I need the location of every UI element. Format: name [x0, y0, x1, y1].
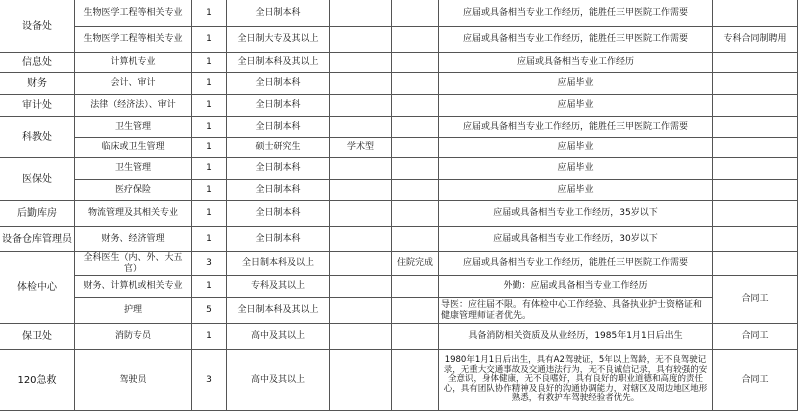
note-cell: 合同工 — [713, 324, 798, 350]
training-cell: 住院完成 — [392, 252, 439, 276]
dept-cell: 设备处 — [0, 0, 75, 53]
training-cell — [392, 0, 439, 27]
note-cell: 合同工 — [713, 350, 798, 411]
major-cell: 卫生管理 — [75, 158, 192, 180]
dept-cell: 科教处 — [0, 117, 75, 158]
training-cell — [392, 138, 439, 158]
requirement-cell: 应届或具备相当专业工作经历，35岁以下 — [439, 201, 713, 227]
count-cell: 1 — [192, 324, 227, 350]
training-cell — [392, 73, 439, 95]
training-cell — [392, 201, 439, 227]
note-cell: 合同工 — [713, 276, 798, 324]
dept-cell: 后勤库房 — [0, 201, 75, 227]
major-cell: 驾驶员 — [75, 350, 192, 411]
note-cell — [713, 95, 798, 117]
education-cell: 专科及其以上 — [227, 276, 330, 298]
training-cell — [392, 117, 439, 138]
requirement-cell: 应届或具备相当专业工作经历，能胜任三甲医院工作需要 — [439, 0, 713, 27]
note-cell — [713, 180, 798, 201]
count-cell: 1 — [192, 158, 227, 180]
count-cell: 1 — [192, 0, 227, 27]
requirement-cell: 应届或具备相当专业工作经历 — [439, 53, 713, 73]
count-cell: 1 — [192, 227, 227, 252]
degree-cell — [330, 201, 392, 227]
major-cell: 财务、计算机或相关专业 — [75, 276, 192, 298]
degree-cell — [330, 27, 392, 53]
training-cell — [392, 298, 439, 324]
dept-cell: 审计处 — [0, 95, 75, 117]
degree-cell — [330, 298, 392, 324]
requirement-cell: 应届毕业 — [439, 73, 713, 95]
count-cell: 1 — [192, 180, 227, 201]
note-cell — [713, 53, 798, 73]
degree-cell — [330, 350, 392, 411]
dept-cell: 体检中心 — [0, 252, 75, 324]
major-cell: 消防专员 — [75, 324, 192, 350]
count-cell: 5 — [192, 298, 227, 324]
dept-cell: 设备仓库管理员 — [0, 227, 75, 252]
education-cell: 硕士研究生 — [227, 138, 330, 158]
training-cell — [392, 180, 439, 201]
count-cell: 3 — [192, 252, 227, 276]
training-cell — [392, 324, 439, 350]
major-cell: 生物医学工程等相关专业 — [75, 27, 192, 53]
education-cell: 全日制本科 — [227, 158, 330, 180]
note-cell — [713, 158, 798, 180]
education-cell: 全日制大专及其以上 — [227, 27, 330, 53]
education-cell: 全日制本科 — [227, 227, 330, 252]
count-cell: 1 — [192, 53, 227, 73]
requirement-cell: 应届或具备相当专业工作经历，30岁以下 — [439, 227, 713, 252]
requirement-cell: 应届毕业 — [439, 138, 713, 158]
degree-cell — [330, 158, 392, 180]
dept-cell: 医保处 — [0, 158, 75, 201]
requirement-cell: 应届或具备相当专业工作经历，能胜任三甲医院工作需要 — [439, 117, 713, 138]
degree-cell — [330, 117, 392, 138]
count-cell: 1 — [192, 138, 227, 158]
degree-cell — [330, 324, 392, 350]
note-cell — [713, 227, 798, 252]
education-cell: 全日制本科及其以上 — [227, 298, 330, 324]
note-cell — [713, 138, 798, 158]
major-cell: 护理 — [75, 298, 192, 324]
education-cell: 全日制本科 — [227, 180, 330, 201]
education-cell: 高中及其以上 — [227, 350, 330, 411]
education-cell: 全日制本科 — [227, 73, 330, 95]
degree-cell — [330, 53, 392, 73]
training-cell — [392, 27, 439, 53]
count-cell: 3 — [192, 350, 227, 411]
education-cell: 全日制本科及以上 — [227, 252, 330, 276]
education-cell: 全日制本科 — [227, 95, 330, 117]
requirement-cell: 应届毕业 — [439, 180, 713, 201]
degree-cell — [330, 0, 392, 27]
requirement-cell: 应届毕业 — [439, 95, 713, 117]
count-cell: 1 — [192, 201, 227, 227]
count-cell: 1 — [192, 27, 227, 53]
training-cell — [392, 95, 439, 117]
education-cell: 全日制本科 — [227, 201, 330, 227]
degree-cell — [330, 227, 392, 252]
requirement-cell: 应届毕业 — [439, 158, 713, 180]
degree-cell — [330, 73, 392, 95]
major-cell: 临床或卫生管理 — [75, 138, 192, 158]
count-cell: 1 — [192, 73, 227, 95]
note-cell: 专科合同制聘用 — [713, 27, 798, 53]
requirement-cell: 具备消防相关资质及从业经历，1985年1月1日后出生 — [439, 324, 713, 350]
degree-cell: 学术型 — [330, 138, 392, 158]
training-cell — [392, 158, 439, 180]
note-cell — [713, 201, 798, 227]
note-cell — [713, 73, 798, 95]
major-cell: 法律（经济法）、审计 — [75, 95, 192, 117]
training-cell — [392, 53, 439, 73]
degree-cell — [330, 276, 392, 298]
count-cell: 1 — [192, 117, 227, 138]
major-cell: 会计、审计 — [75, 73, 192, 95]
count-cell: 1 — [192, 95, 227, 117]
degree-cell — [330, 95, 392, 117]
major-cell: 计算机专业 — [75, 53, 192, 73]
major-cell: 物流管理及其相关专业 — [75, 201, 192, 227]
education-cell: 全日制本科及其以上 — [227, 53, 330, 73]
education-cell: 高中及其以上 — [227, 324, 330, 350]
requirement-cell: 应届或具备相当专业工作经历，能胜任三甲医院工作需要 — [439, 27, 713, 53]
education-cell: 全日制本科 — [227, 117, 330, 138]
requirement-cell: 导医：应往届不限。有体检中心工作经验、具备执业护士资格证和健康管理师证者优先。 — [439, 298, 713, 324]
major-cell: 全科医生（内、外、大五官） — [75, 252, 192, 276]
dept-cell: 财务 — [0, 73, 75, 95]
degree-cell — [330, 180, 392, 201]
note-cell — [713, 0, 798, 27]
requirement-cell: 外勤：应届或具备相当专业工作经历 — [439, 276, 713, 298]
major-cell: 医疗保险 — [75, 180, 192, 201]
dept-cell: 信息处 — [0, 53, 75, 73]
major-cell: 财务、经济管理 — [75, 227, 192, 252]
major-cell: 卫生管理 — [75, 117, 192, 138]
major-cell: 生物医学工程等相关专业 — [75, 0, 192, 27]
requirement-cell: 1980年1月1日后出生，具有A2驾驶证，5年以上驾龄，无不良驾驶记录，无重大交通事故及交通违法行为，无不良诚信记录，具有较强的安全意识，身体健康，无不良嗜好，具有良好的职业道德和高度的责任心，具有团队协作精神及良好的沟通协调能力，对辖区及周边地区地形熟悉，有救护车驾驶经验者优先。 — [439, 350, 713, 411]
count-cell: 1 — [192, 276, 227, 298]
education-cell: 全日制本科 — [227, 0, 330, 27]
training-cell — [392, 227, 439, 252]
dept-cell: 保卫处 — [0, 324, 75, 350]
note-cell — [713, 252, 798, 276]
dept-cell: 120急救 — [0, 350, 75, 411]
training-cell — [392, 276, 439, 298]
degree-cell — [330, 252, 392, 276]
training-cell — [392, 350, 439, 411]
note-cell — [713, 117, 798, 138]
requirement-cell: 应届或具备相当专业工作经历，能胜任三甲医院工作需要 — [439, 252, 713, 276]
